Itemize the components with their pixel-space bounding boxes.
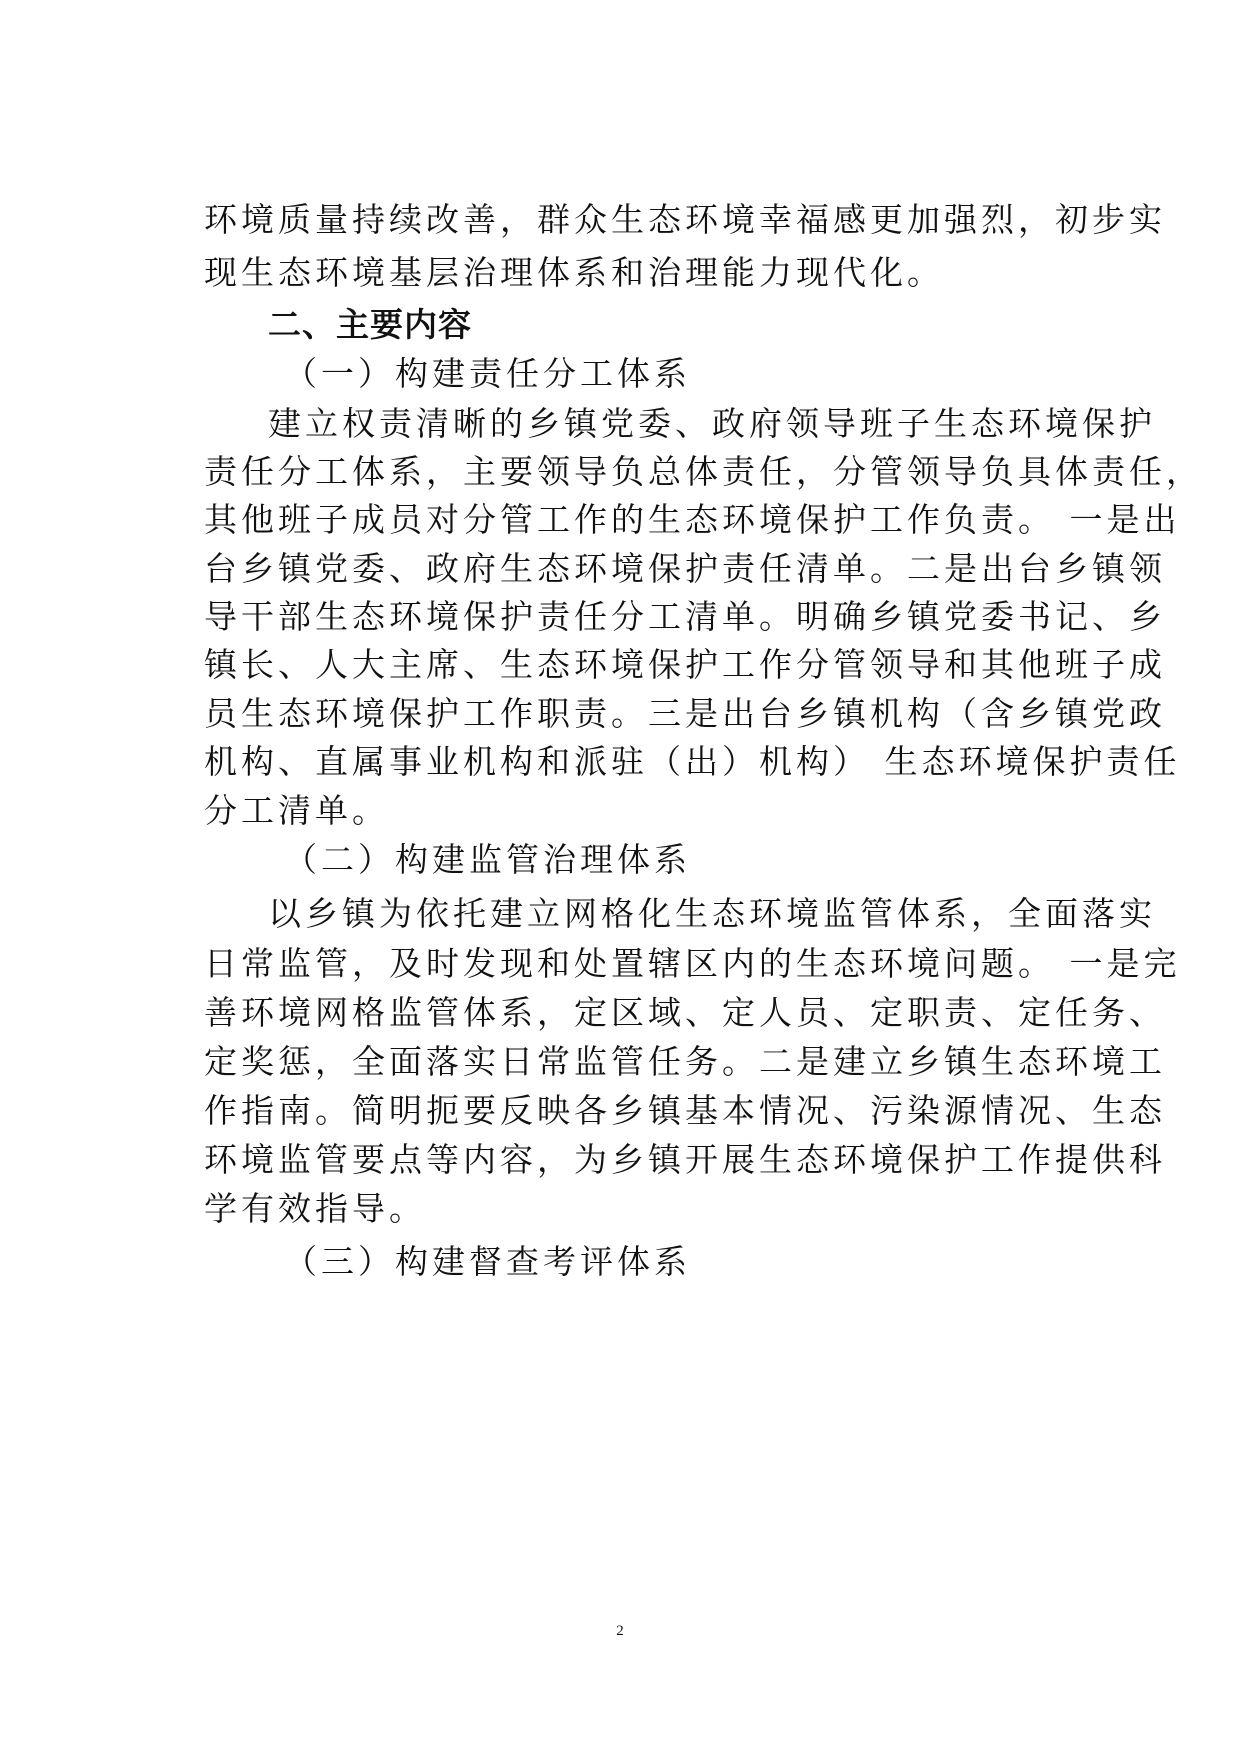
paragraph-line: 导干部生态环境保护责任分工清单。明确乡镇党委书记、乡 — [204, 597, 1166, 636]
subsection-heading: （二）构建监管治理体系 — [284, 840, 691, 879]
intro-line: 现生态环境基层治理体系和治理能力现代化。 — [204, 253, 944, 292]
paragraph-line: 责任分工体系，主要领导负总体责任，分管领导负具体责任， — [204, 452, 1203, 491]
paragraph-line: 环境监管要点等内容，为乡镇开展生态环境保护工作提供科 — [204, 1140, 1166, 1179]
subsection-heading: （一）构建责任分工体系 — [284, 354, 691, 393]
paragraph-line: 作指南。简明扼要反映各乡镇基本情况、污染源情况、生态 — [204, 1091, 1166, 1130]
paragraph-line: 建立权责清晰的乡镇党委、政府领导班子生态环境保护 — [268, 404, 1156, 443]
intro-line: 环境质量持续改善，群众生态环境幸福感更加强烈，初步实 — [204, 200, 1166, 239]
paragraph-line: 其他班子成员对分管工作的生态环境保护工作负责。 一是出 — [204, 500, 1181, 539]
subsection-heading: （三）构建督查考评体系 — [284, 1242, 691, 1281]
paragraph-line: 日常监管，及时发现和处置辖区内的生态环境问题。 一是完 — [204, 944, 1181, 983]
paragraph-line: 员生态环境保护工作职责。三是出台乡镇机构（含乡镇党政 — [204, 694, 1166, 733]
paragraph-line: 台乡镇党委、政府生态环境保护责任清单。二是出台乡镇领 — [204, 549, 1166, 588]
paragraph-line: 以乡镇为依托建立网格化生态环境监管体系，全面落实 — [268, 894, 1156, 933]
paragraph-line: 机构、直属事业机构和派驻（出）机构） 生态环境保护责任 — [204, 742, 1181, 781]
paragraph-line: 善环境网格监管体系，定区域、定人员、定职责、定任务、 — [204, 993, 1166, 1032]
paragraph-line: 分工清单。 — [204, 791, 389, 830]
page-number: 2 — [616, 1623, 624, 1639]
paragraph-line: 定奖惩，全面落实日常监管任务。二是建立乡镇生态环境工 — [204, 1042, 1166, 1081]
paragraph-line: 学有效指导。 — [204, 1189, 426, 1228]
section-heading: 二、主要内容 — [268, 305, 472, 344]
paragraph-line: 镇长、人大主席、生态环境保护工作分管领导和其他班子成 — [204, 645, 1166, 684]
